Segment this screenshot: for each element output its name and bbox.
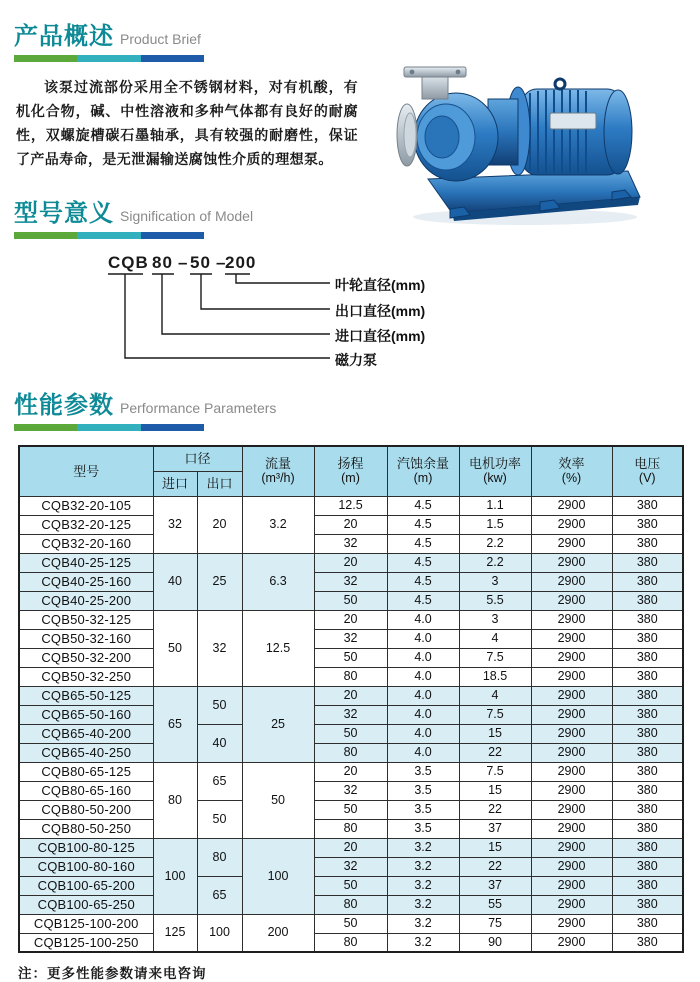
table-cell: 380	[612, 591, 683, 610]
label-outlet-diameter: 出口直径(mm)	[335, 303, 426, 319]
table-cell: 80	[314, 819, 387, 838]
table-cell: 20	[197, 496, 242, 553]
table-cell: 20	[314, 762, 387, 781]
brief-section	[0, 75, 700, 171]
table-cell: 22	[459, 800, 531, 819]
table-cell: 55	[459, 895, 531, 914]
performance-table	[18, 445, 684, 953]
table-row	[19, 629, 683, 648]
table-cell: 380	[612, 781, 683, 800]
table-cell: 2900	[531, 800, 612, 819]
table-cell: 20	[314, 515, 387, 534]
table-cell: 4	[459, 686, 531, 705]
table-cell: CQB50-32-125	[19, 610, 153, 629]
table-cell: 380	[612, 819, 683, 838]
section-divider-bar	[14, 232, 204, 239]
table-cell: 380	[612, 572, 683, 591]
brief-paragraph: 该泵过流部份采用全不锈钢材料，对有机酸，有机化合物，碱、中性溶液和多种气体都有良好的耐腐性，双螺旋槽碳石墨轴承，具有较强的耐磨性，保证了产品寿命，是无泄漏输送腐蚀性介质的理想泵。	[16, 79, 358, 167]
table-cell: 380	[612, 933, 683, 952]
table-cell: 2900	[531, 819, 612, 838]
table-cell: 50	[153, 610, 197, 686]
table-cell: 80	[314, 933, 387, 952]
table-cell: 4.0	[387, 667, 459, 686]
table-cell: CQB65-50-125	[19, 686, 153, 705]
table-cell: 2900	[531, 667, 612, 686]
table-cell: 2900	[531, 781, 612, 800]
table-row	[19, 515, 683, 534]
table-cell: 65	[153, 686, 197, 762]
table-cell: 380	[612, 496, 683, 515]
col-header-outlet: 出口	[197, 471, 242, 496]
table-cell: 3.5	[387, 800, 459, 819]
table-cell: 380	[612, 629, 683, 648]
table-cell: 40	[197, 724, 242, 762]
table-cell: 4.5	[387, 572, 459, 591]
table-cell: 7.5	[459, 762, 531, 781]
model-code-outlet: 50	[190, 253, 211, 272]
table-cell: CQB80-65-125	[19, 762, 153, 781]
performance-title-zh: 性能参数	[14, 392, 114, 419]
table-cell: 380	[612, 857, 683, 876]
table-cell: 50	[314, 914, 387, 933]
model-title-zh: 型号意义	[14, 200, 114, 227]
table-cell: 50	[197, 686, 242, 724]
table-row	[19, 933, 683, 952]
table-cell: 1.5	[459, 515, 531, 534]
table-cell: 100	[242, 838, 314, 914]
table-cell: 2900	[531, 876, 612, 895]
table-row	[19, 648, 683, 667]
table-cell: 32	[314, 857, 387, 876]
table-cell: 2900	[531, 705, 612, 724]
table-cell: 4	[459, 629, 531, 648]
table-row	[19, 591, 683, 610]
col-header-head: 扬程 (m)	[314, 446, 387, 496]
table-cell: CQB125-100-250	[19, 933, 153, 952]
table-cell: 2900	[531, 914, 612, 933]
table-cell: 4.0	[387, 705, 459, 724]
label-magnetic-pump: 磁力泵	[335, 352, 377, 368]
table-cell: 2900	[531, 534, 612, 553]
model-code-impeller: 200	[225, 253, 257, 272]
table-cell: 380	[612, 914, 683, 933]
table-cell: 50	[197, 800, 242, 838]
table-cell: CQB100-80-125	[19, 838, 153, 857]
table-cell: 380	[612, 553, 683, 572]
col-header-model: 型号	[19, 446, 153, 496]
table-cell: 25	[242, 686, 314, 762]
table-cell: 7.5	[459, 705, 531, 724]
table-cell: 2900	[531, 591, 612, 610]
table-cell: 100	[197, 914, 242, 952]
table-cell: 2900	[531, 724, 612, 743]
table-cell: 20	[314, 686, 387, 705]
table-cell: 2900	[531, 629, 612, 648]
table-cell: 3.2	[242, 496, 314, 553]
label-impeller-diameter: 叶轮直径(mm)	[335, 277, 426, 293]
brief-title-zh: 产品概述	[14, 23, 114, 50]
table-cell: 4.5	[387, 591, 459, 610]
table-cell: CQB100-80-160	[19, 857, 153, 876]
section-divider-bar	[14, 55, 204, 62]
table-cell: 2900	[531, 762, 612, 781]
table-cell: 4.0	[387, 610, 459, 629]
table-cell: 50	[314, 648, 387, 667]
table-cell: 37	[459, 819, 531, 838]
col-header-inlet: 进口	[153, 471, 197, 496]
table-cell: 50	[242, 762, 314, 838]
table-cell: 2900	[531, 648, 612, 667]
table-cell: 380	[612, 648, 683, 667]
table-row	[19, 838, 683, 857]
table-cell: 2.2	[459, 534, 531, 553]
table-cell: 3.2	[387, 857, 459, 876]
table-cell: 32	[314, 572, 387, 591]
table-cell: 4.5	[387, 515, 459, 534]
table-cell: 380	[612, 534, 683, 553]
table-cell: CQB32-20-105	[19, 496, 153, 515]
table-cell: 380	[612, 686, 683, 705]
table-cell: CQB100-65-200	[19, 876, 153, 895]
table-row	[19, 743, 683, 762]
table-cell: 20	[314, 838, 387, 857]
table-cell: 2900	[531, 610, 612, 629]
table-cell: 32	[314, 629, 387, 648]
table-cell: 12.5	[242, 610, 314, 686]
table-row	[19, 534, 683, 553]
performance-table-body	[19, 496, 683, 952]
table-row	[19, 857, 683, 876]
table-cell: 4.0	[387, 648, 459, 667]
table-cell: 2900	[531, 572, 612, 591]
table-cell: 80	[314, 667, 387, 686]
model-title-en: Signification of Model	[120, 208, 254, 224]
table-cell: 125	[153, 914, 197, 952]
table-row	[19, 819, 683, 838]
table-cell: 18.5	[459, 667, 531, 686]
col-header-voltage: 电压 (V)	[612, 446, 683, 496]
model-code-dash: –	[216, 253, 227, 272]
table-row	[19, 667, 683, 686]
table-cell: 50	[314, 876, 387, 895]
table-cell: 22	[459, 857, 531, 876]
table-cell: CQB65-40-200	[19, 724, 153, 743]
table-cell: 380	[612, 515, 683, 534]
table-cell: 380	[612, 800, 683, 819]
table-cell: 32	[314, 781, 387, 800]
table-cell: 3.2	[387, 914, 459, 933]
table-cell: 80	[314, 743, 387, 762]
table-row	[19, 572, 683, 591]
table-cell: 50	[314, 724, 387, 743]
table-cell: 4.0	[387, 686, 459, 705]
table-cell: 3.2	[387, 838, 459, 857]
section-header-performance	[14, 385, 700, 431]
table-cell: 32	[314, 705, 387, 724]
table-cell: 2900	[531, 933, 612, 952]
table-cell: 3.5	[387, 819, 459, 838]
table-cell: 3.5	[387, 762, 459, 781]
table-cell: 20	[314, 610, 387, 629]
table-row	[19, 781, 683, 800]
table-cell: 380	[612, 610, 683, 629]
table-cell: 22	[459, 743, 531, 762]
table-cell: CQB40-25-200	[19, 591, 153, 610]
table-cell: CQB40-25-160	[19, 572, 153, 591]
table-cell: 380	[612, 705, 683, 724]
table-cell: CQB32-20-125	[19, 515, 153, 534]
table-row	[19, 705, 683, 724]
col-header-flow: 流量 (m³/h)	[242, 446, 314, 496]
section-header-brief	[14, 16, 700, 62]
table-cell: 2900	[531, 743, 612, 762]
table-cell: 2900	[531, 895, 612, 914]
table-cell: 3.5	[387, 781, 459, 800]
table-cell: 15	[459, 724, 531, 743]
table-cell: 65	[197, 762, 242, 800]
table-cell: 380	[612, 762, 683, 781]
label-inlet-diameter: 进口直径(mm)	[335, 328, 426, 344]
table-cell: 2900	[531, 553, 612, 572]
model-code-prefix: CQB	[108, 253, 149, 272]
table-row	[19, 876, 683, 895]
table-cell: 90	[459, 933, 531, 952]
table-row	[19, 762, 683, 781]
table-cell: 15	[459, 781, 531, 800]
table-cell: 3	[459, 610, 531, 629]
table-cell: 40	[153, 553, 197, 610]
col-header-power: 电机功率 (kw)	[459, 446, 531, 496]
table-cell: 4.0	[387, 629, 459, 648]
table-cell: 2900	[531, 515, 612, 534]
table-cell: 80	[153, 762, 197, 838]
table-cell: 4.5	[387, 496, 459, 515]
table-cell: 4.5	[387, 553, 459, 572]
table-cell: 32	[153, 496, 197, 553]
table-cell: CQB50-32-250	[19, 667, 153, 686]
table-row	[19, 686, 683, 705]
table-row	[19, 914, 683, 933]
table-cell: CQB50-32-160	[19, 629, 153, 648]
table-cell: CQB80-65-160	[19, 781, 153, 800]
table-cell: CQB40-25-125	[19, 553, 153, 572]
table-cell: 1.1	[459, 496, 531, 515]
col-header-npsh: 汽蚀余量 (m)	[387, 446, 459, 496]
table-cell: 7.5	[459, 648, 531, 667]
table-cell: 4.0	[387, 743, 459, 762]
model-code-inlet: 80	[152, 253, 173, 272]
table-cell: 20	[314, 553, 387, 572]
table-cell: 80	[197, 838, 242, 876]
table-cell: CQB65-40-250	[19, 743, 153, 762]
table-cell: 4.5	[387, 534, 459, 553]
table-cell: 2900	[531, 838, 612, 857]
section-divider-bar	[14, 424, 204, 431]
table-cell: 380	[612, 667, 683, 686]
table-cell: 2.2	[459, 553, 531, 572]
table-cell: 75	[459, 914, 531, 933]
table-cell: 12.5	[314, 496, 387, 515]
table-cell: 5.5	[459, 591, 531, 610]
table-cell: 3.2	[387, 933, 459, 952]
col-header-diameter: 口径	[153, 446, 242, 471]
table-cell: CQB50-32-200	[19, 648, 153, 667]
pump-product-image	[390, 61, 645, 229]
table-row	[19, 610, 683, 629]
table-cell: 50	[314, 800, 387, 819]
table-cell: 2900	[531, 686, 612, 705]
table-cell: 50	[314, 591, 387, 610]
table-row	[19, 895, 683, 914]
table-cell: 100	[153, 838, 197, 914]
table-cell: 380	[612, 838, 683, 857]
table-cell: CQB100-65-250	[19, 895, 153, 914]
table-row	[19, 496, 683, 515]
table-cell: CQB80-50-200	[19, 800, 153, 819]
table-footnote: 注：更多性能参数请来电咨询	[18, 966, 207, 981]
table-cell: 37	[459, 876, 531, 895]
table-cell: 32	[197, 610, 242, 686]
table-cell: 6.3	[242, 553, 314, 610]
table-cell: 380	[612, 724, 683, 743]
table-cell: 3	[459, 572, 531, 591]
col-header-efficiency: 效率 (%)	[531, 446, 612, 496]
table-cell: 200	[242, 914, 314, 952]
table-cell: 25	[197, 553, 242, 610]
table-cell: 32	[314, 534, 387, 553]
table-cell: CQB125-100-200	[19, 914, 153, 933]
table-cell: 380	[612, 876, 683, 895]
brief-title-en: Product Brief	[120, 31, 201, 47]
table-cell: 80	[314, 895, 387, 914]
table-row	[19, 800, 683, 819]
table-cell: 65	[197, 876, 242, 914]
model-code-dash: –	[178, 253, 189, 272]
table-cell: CQB80-50-250	[19, 819, 153, 838]
table-cell: 3.2	[387, 876, 459, 895]
table-cell: 4.0	[387, 724, 459, 743]
performance-title-en: Performance Parameters	[120, 400, 277, 416]
table-cell: CQB32-20-160	[19, 534, 153, 553]
table-cell: 380	[612, 743, 683, 762]
table-row	[19, 553, 683, 572]
table-cell: 2900	[531, 496, 612, 515]
table-cell: 2900	[531, 857, 612, 876]
table-cell: 3.2	[387, 895, 459, 914]
table-row	[19, 724, 683, 743]
table-cell: 380	[612, 895, 683, 914]
table-cell: 15	[459, 838, 531, 857]
model-code-diagram	[18, 253, 682, 371]
table-cell: CQB65-50-160	[19, 705, 153, 724]
